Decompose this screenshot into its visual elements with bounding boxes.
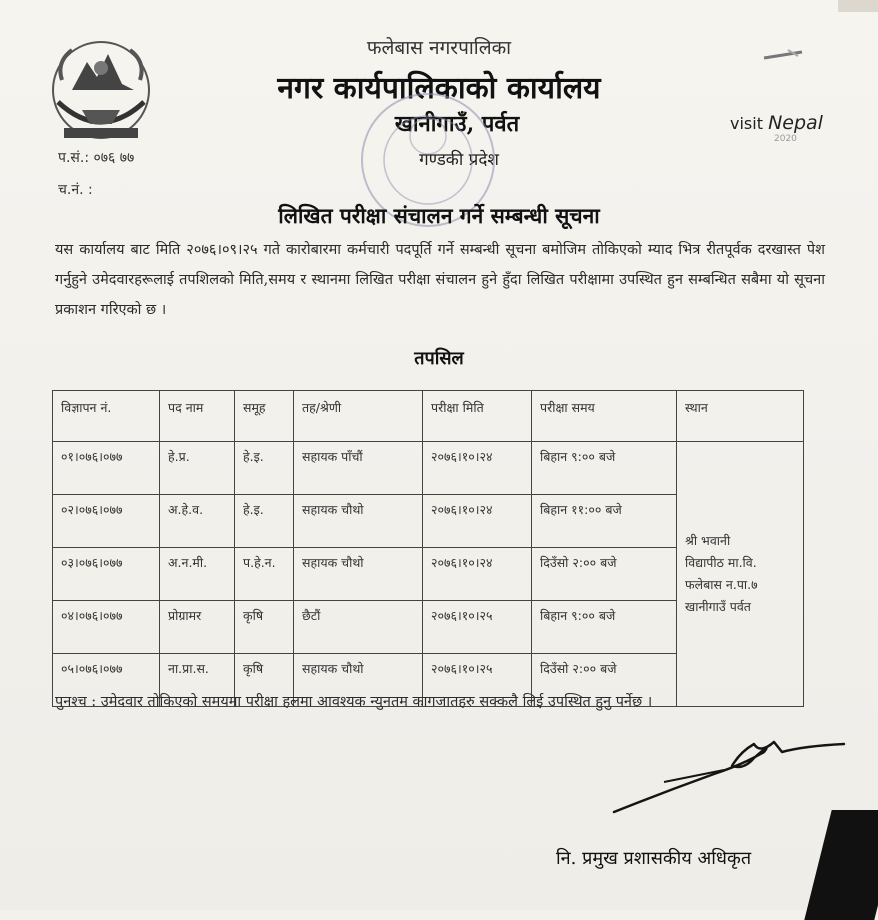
table-header-row [53, 391, 804, 442]
table-cell: अ.हे.व. [160, 495, 235, 548]
table-cell: हे.इ. [235, 495, 294, 548]
column-header: परीक्षा मिति [423, 391, 532, 442]
table-cell: दिउँसो २:०० बजे [532, 654, 677, 707]
background-corner [804, 810, 878, 920]
column-header: तह/श्रेणी [294, 391, 423, 442]
column-header: विज्ञापन नं. [53, 391, 160, 442]
table-cell: हे.प्र. [160, 442, 235, 495]
notice-title: लिखित परीक्षा संचालन गर्ने सम्बन्धी सूचना [278, 203, 600, 228]
table-row [53, 442, 804, 495]
table-cell: सहायक चौथो [294, 654, 423, 707]
notice-body: यस कार्यालय बाट मिति २०७६।०९।२५ गते कारोबारमा कर्मचारी पदपूर्ति गर्ने सम्बन्धी सूचना बमोजिम तोकिएको म्याद भित्र रीतपूर्वक दरखास्त पेश गर्नुहुने उमेदवारहरूलाई तपशिलको मिति,समय र स्थानमा लिखित परीक्षा संचालन हुने हुँदा लिखित परीक्षामा उपस्थित हुन सम्बन्धित सबैमा यो सूचना प्रकाशन गरिएको छ । [55, 242, 825, 318]
table-cell: बिहान ९:०० बजे [532, 601, 677, 654]
table-cell: प्रोग्रामर [160, 601, 235, 654]
table-cell: ना.प्रा.स. [160, 654, 235, 707]
table-cell: सहायक चौथो [294, 495, 423, 548]
exam-venue [677, 442, 804, 707]
table-cell: २०७६।१०।२४ [423, 495, 532, 548]
table-cell: बिहान ९:०० बजे [532, 442, 677, 495]
table-cell: २०७६।१०।२५ [423, 654, 532, 707]
table-cell: ०५।०७६।०७७ [53, 654, 160, 707]
table-cell: ०४।०७६।०७७ [53, 601, 160, 654]
table-cell: बिहान ११:०० बजे [532, 495, 677, 548]
column-header: पद नाम [160, 391, 235, 442]
table-cell: ०१।०७६।०७७ [53, 442, 160, 495]
table-cell: कृषि [235, 601, 294, 654]
column-header: समूह [235, 391, 294, 442]
schedule-heading: तपसिल [414, 348, 464, 369]
exam-schedule-table [52, 390, 804, 707]
municipality-name: फलेबास नगरपालिका [366, 37, 512, 59]
nepal-label: Nepal [768, 112, 823, 134]
visit-nepal-logo [730, 104, 840, 154]
signatory-title: नि. प्रमुख प्रशासकीय अधिकृत [556, 848, 752, 869]
table-cell: अ.न.मी. [160, 548, 235, 601]
logo-mark-icon [758, 46, 808, 66]
table-cell: छैटौं [294, 601, 423, 654]
table-cell: हे.इ. [235, 442, 294, 495]
table-cell: २०७६।१०।२४ [423, 442, 532, 495]
province-name: गण्डकी प्रदेश [419, 150, 499, 170]
table-cell: दिउँसो २:०० बजे [532, 548, 677, 601]
office-location: खानीगाउँ, पर्वत [394, 111, 520, 137]
dispatch-number: च.नं. : [58, 182, 93, 198]
column-header: स्थान [677, 391, 804, 442]
table-cell: सहायक चौथो [294, 548, 423, 601]
handwritten-signature [604, 722, 854, 822]
paper-edge [838, 0, 878, 12]
visit-year: 2020 [774, 134, 797, 144]
visit-label: visit [730, 114, 763, 133]
postscript-note: पुनश्च : उमेदवार तोकिएको समयमा परीक्षा हलमा आवश्यक न्युनतम कागजातहरु सक्कलै लिई उपस्थित हुनु पर्नेछ । [55, 694, 653, 710]
letter-number: प.सं.: ०७६ ७७ [58, 150, 135, 166]
table-cell: ०३।०७६।०७७ [53, 548, 160, 601]
venue-line: खानीगाउँ पर्वत [685, 599, 751, 614]
venue-line: फलेबास न.पा.७ [685, 577, 758, 592]
column-header: परीक्षा समय [532, 391, 677, 442]
table-cell: प.हे.न. [235, 548, 294, 601]
venue-line: श्री भवानी [685, 533, 731, 548]
table-cell: २०७६।१०।२५ [423, 601, 532, 654]
office-name: नगर कार्यपालिकाको कार्यालय [277, 71, 601, 106]
table-cell: कृषि [235, 654, 294, 707]
table-cell: २०७६।१०।२४ [423, 548, 532, 601]
table-cell: ०२।०७६।०७७ [53, 495, 160, 548]
table-cell: सहायक पाँचौं [294, 442, 423, 495]
venue-line: विद्यापीठ मा.वि. [685, 555, 757, 570]
